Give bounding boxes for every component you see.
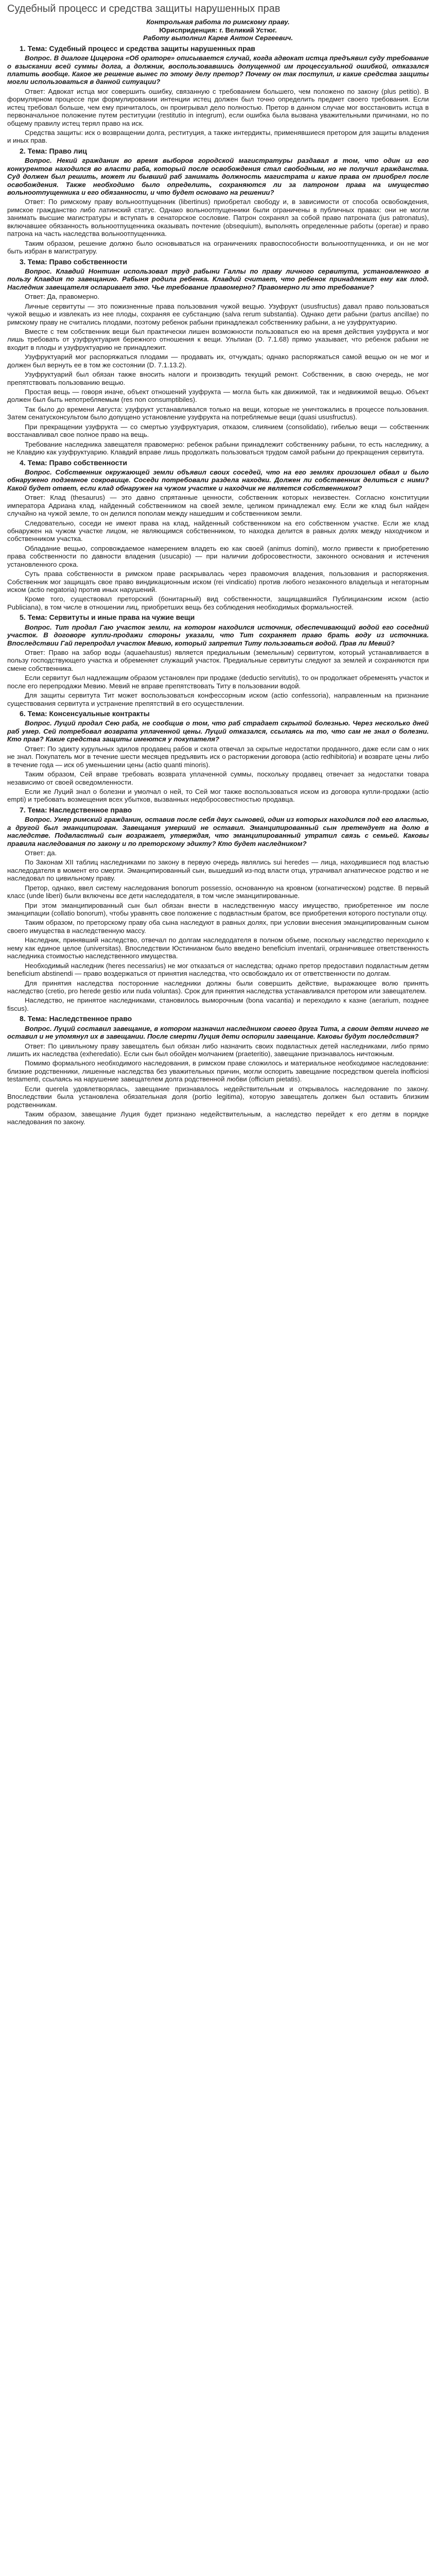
body-paragraph: Вместе с тем собственник вещи был практически лишен возможности пользоваться ею на время действия узуфрукта и мог лишь требовать от узуфруктуария бережного отношения к вещи. Ульпиан (D. 7.1.68) прямо указывает, что ребенок рабыни не входит в плоды и узуфруктуарию не принадлежит. bbox=[7, 327, 429, 351]
section bbox=[7, 1014, 429, 1126]
body-paragraph: Следовательно, соседи не имеют права на клад, найденный собственником на его собственном участке. Если же клад обнаружен на чужом участке лицом, не являющимся собственником, то находка делится в равных долях между находчиком и собственником участка. bbox=[7, 519, 429, 543]
body-paragraph: Кроме того, существовал преторский (бонитарный) вид собственности, защищавшийся Публицианским иском (actio Publiciana), в том числе в отношении лиц, приобретших вещь без соблюдения необходимых формальностей. bbox=[7, 595, 429, 611]
body-paragraph: Наследство, не принятое наследниками, становилось выморочным (bona vacantia) и переходило к казне (aerarium, позднее fiscus). bbox=[7, 996, 429, 1012]
document-page bbox=[0, 0, 436, 1138]
body-paragraph: Если сервитут был надлежащим образом установлен при продаже (deductio servitutis), то он продолжает обременять участок и после его перепродажи Мевию. Мевий не вправе препятствовать Титу в пользовании водой. bbox=[7, 674, 429, 690]
body-paragraph: Наследник, принявший наследство, отвечал по долгам наследодателя в полном объеме, поскольку наследство переходило к нему как единое целое (universitas). Впоследствии Юстинианом было введено beneficium inventarii, ограничившее ответственность наследника стоимостью наследственного имущества. bbox=[7, 936, 429, 960]
body-paragraph: Ответ: Клад (thesaurus) — это давно спрятанные ценности, собственник которых неизвестен. Согласно конституции императора Адриана клад, найденный собственником на своей земле, целиком принадлежал ему. Если же клад был найден случайно на чужой земле, то он делился пополам между нашедшим и собственником земли. bbox=[7, 494, 429, 518]
body-paragraph: Если же Луций знал о болезни и умолчал о ней, то Сей мог также воспользоваться иском из договора купли-продажи (actio empti) и требовать возмещения всех убытков, вызванных недобросовестностью продавца. bbox=[7, 787, 429, 804]
body-paragraph: Ответ: По эдикту курульных эдилов продавец рабов и скота отвечал за скрытые недостатки проданного, даже если сам о них не знал. Покупатель мог в течение шести месяцев предъявить иск о расторжении договора (actio redhibitoria) и возврате цены либо в течение года — иск об уменьшении цены (actio quanti minoris). bbox=[7, 744, 429, 769]
body-paragraph: Таким образом, решение должно было основываться на ограничениях правоспособности вольноотпущенника, и он не мог быть избран в магистратуру. bbox=[7, 239, 429, 256]
section-topic: 2. Тема: Право лиц bbox=[20, 146, 87, 155]
body-paragraph: Таким образом, по преторскому праву оба сына наследуют в равных долях, при условии внесения эманципированным сыном своего имущества в наследственную массу. bbox=[7, 919, 429, 935]
body-paragraph: Помимо формального необходимого наследования, в римском праве сложилось и материальное необходимое наследование: близкие родственники, лишенные наследства без уважительных причин, могли оспорить завещание посредством querela inofficiosi testamenti, ссылаясь на нарушение завещателем долга родственной любви (officium pietatis). bbox=[7, 1059, 429, 1083]
body-paragraph: Суть права собственности в римском праве раскрывалась через правомочия владения, пользования и распоряжения. Собственник мог защищать свое право виндикационным иском (rei vindicatio) против любого незаконного владельца и негаторным иском (actio negatoria) против иных нарушений. bbox=[7, 570, 429, 594]
section bbox=[7, 806, 429, 1012]
intro-line-2: Юрисприденция: г. Великий Устюг. bbox=[159, 26, 277, 34]
section-topic: 7. Тема: Наследственное право bbox=[20, 805, 132, 814]
body-paragraph: Для принятия наследства посторонние наследники должны были совершить действие, выражающее волю принять наследство (cretio, pro herede gestio или nuda voluntas). Срок для принятия наследства устанавливался претором или завещателем. bbox=[7, 979, 429, 995]
answer-line: Ответ: Да, правомерно. bbox=[25, 293, 100, 301]
body-paragraph: По Законам XII таблиц наследниками по закону в первую очередь являлись sui heredes — лица, находившиеся под властью наследодателя в момент его смерти. Эманципированный сын, вышедший из-под власти отца, утрачивал агнатическое родство и не наследовал по цивильному праву. bbox=[7, 858, 429, 883]
question-paragraph: Вопрос. Тит продал Гаю участок земли, на котором находился источник, обеспечивающий водой его соседний участок. В договоре купли-продажи стороны указали, что Тит сохраняет право брать воду из источника. Впоследствии Гай перепродал участок Мевию, который запретил Титу пользоваться водой. Прав ли Мевий? bbox=[7, 623, 429, 647]
intro-line-1: Контрольная работа по римскому праву. bbox=[146, 18, 290, 26]
body-paragraph: Обладание вещью, сопровождаемое намерением владеть ею как своей (animus domini), могло привести к приобретению права собственности по давности владения (usucapio) — при наличии добросовестности, законного основания и истечения установленного срока. bbox=[7, 544, 429, 568]
body-paragraph: Так было до времени Августа: узуфрукт устанавливался только на вещи, которые не уничтожались в процессе пользования. Затем сенатусконсультом было допущено установление узуфрукта на потребляемые вещи (quasi ususfructus). bbox=[7, 405, 429, 421]
section-topic: 3. Тема: Право собственности bbox=[20, 257, 127, 266]
body-paragraph: Для защиты сервитута Тит может воспользоваться конфессорным иском (actio confessoria), направленным на признание существования сервитута и устранение препятствий в его осуществлении. bbox=[7, 691, 429, 707]
document-body bbox=[7, 44, 429, 1126]
body-paragraph: Требование наследника завещателя правомерно: ребенок рабыни принадлежит собственнику рабыни, то есть наследнику, а не Клавдию как узуфруктуарию. Клавдий вправе лишь продолжать пользоваться трудом самой рабыни до прекращения сервитута. bbox=[7, 440, 429, 456]
section bbox=[7, 709, 429, 804]
body-paragraph: Ответ: По римскому праву вольноотпущенник (libertinus) приобретал свободу и, в зависимости от способа освобождения, римское гражданство либо латинский статус. Однако вольноотпущенники были ограничены в публичных правах: они не могли занимать высшие магистратуры и вступать в сенаторское сословие. Патрон сохранял за собой право патроната (jus patronatus), включавшее обязанность вольноотпущенника оказывать почтение (obsequium), выполнять определенные работы (operae) и право патрона на часть наследства вольноотпущенника. bbox=[7, 198, 429, 238]
document-title: Судебный процесс и средства защиты нарушенных прав bbox=[7, 3, 281, 14]
body-paragraph: Простая вещь — говоря иначе, объект отношений узуфрукта — могла быть как движимой, так и недвижимой вещью. Объект должен был быть непотребляемым (res non consumptibiles). bbox=[7, 388, 429, 404]
body-paragraph: Узуфруктуарий мог распоряжаться плодами — продавать их, отчуждать; однако распоряжаться самой вещью он не мог и должен был вернуть ее в том же состоянии (D. 7.1.13.2). bbox=[7, 353, 429, 369]
body-paragraph: Если querela удовлетворялась, завещание признавалось недействительным и открывалось наследование по закону. Впоследствии была установлена обязательная доля (portio legitima), которую завещатель должен был оставить близким родственникам. bbox=[7, 1084, 429, 1109]
section bbox=[7, 613, 429, 707]
body-paragraph: При прекращении узуфрукта — со смертью узуфруктуария, отказом, слиянием (consolidatio), гибелью вещи — собственник восстанавливал свое полное право на вещь. bbox=[7, 422, 429, 439]
section-topic: 1. Тема: Судебный процесс и средства защиты нарушенных прав bbox=[20, 44, 255, 53]
section bbox=[7, 147, 429, 256]
question-paragraph: Вопрос. В диалоге Цицерона «Об ораторе» описывается случай, когда адвокат истца предъявил суду требование о взыскании всей суммы долга, а должник, воспользовавшись допущенной им процессуальной ошибкой, отказался платить вообще. Какое же решение вынес по этому делу претор? Почему он так поступил, и какие средства защиты могли использоваться в данной ситуации? bbox=[7, 54, 429, 86]
body-paragraph: Узуфруктуарий был обязан также вносить налоги и производить текущий ремонт. Собственник, в свою очередь, не мог препятствовать пользованию вещью. bbox=[7, 370, 429, 386]
section bbox=[7, 459, 429, 612]
body-paragraph: Ответ: По цивильному праву завещатель был обязан либо назначить своих подвластных детей наследниками, либо прямо лишить их наследства (exheredatio). Если сын был обойден молчанием (praeteritio), завещание признавалось ничтожным. bbox=[7, 1042, 429, 1058]
body-paragraph: Личные сервитуты — это пожизненные права пользования чужой вещью. Узуфрукт (ususfructus) давал право пользоваться чужой вещью и извлекать из нее плоды, сохраняя ее субстанцию (salva rerum substantia). Однако дети рабыни (partus ancillae) по римскому праву не считались плодами, поэтому ребенок рабыни принадлежал собственнику рабыни, а не узуфруктуарию. bbox=[7, 302, 429, 326]
section-topic: 4. Тема: Право собственности bbox=[20, 458, 127, 467]
section-topic: 5. Тема: Сервитуты и иные права на чужие вещи bbox=[20, 613, 195, 622]
section-topic: 6. Тема: Консенсуальные контракты bbox=[20, 709, 150, 718]
body-paragraph: Средства защиты: иск о возвращении долга, реституция, а также интердикты, применявшиеся претором для защиты владения и иных прав. bbox=[7, 129, 429, 145]
question-paragraph: Вопрос. Клавдий Нонтиан использовал труд рабыни Галлы по праву личного сервитута, установленного в пользу Клавдия по завещанию. Рабыня родила ребенка. Клавдий считает, что ребенок принадлежит ему как плод. Наследник завещателя оспаривает это. Чье требование правомерно? Правомерно ли это требование? bbox=[7, 267, 429, 291]
question-paragraph: Вопрос. Умер римский гражданин, оставив после себя двух сыновей, один из которых находился под его властью, а другой был эманципирован. Завещания умерший не оставил. Эманципированный сын претендует на долю в наследстве. Подвластный сын возражает, утверждая, что эманципированный утратил связь с семьей. Каковы правила наследования по закону и по преторскому эдикту? Кто будет наследником? bbox=[7, 816, 429, 848]
question-paragraph: Вопрос. Луций составил завещание, в котором назначил наследником своего друга Тита, а своим детям ничего не оставил и не упомянул их в завещании. После смерти Луция дети оспорили завещание. Каковы будут последствия? bbox=[7, 1024, 429, 1041]
answer-line: Ответ: да. bbox=[25, 849, 57, 857]
question-paragraph: Вопрос. Некий гражданин во время выборов городской магистратуры раздавал в том, что один из его конкурентов находился во власти раба, который после освобождения стал свободным, но не получил гражданства. Суд должен был решить, может ли бывший раб занимать должность магистрата и какие права он приобрел после освобождения. Также необходимо было определить, сохраняются ли за патроном права на имущество вольноотпущенника и его обязанности, и что будет основано на решении? bbox=[7, 157, 429, 197]
body-paragraph: Претор, однако, ввел систему наследования bonorum possessio, основанную на кровном (когнатическом) родстве. В первый класс (unde liberi) были включены все дети наследодателя, в том числе эманципированные. bbox=[7, 884, 429, 900]
body-paragraph: Ответ: Право на забор воды (aquaehaustus) является предиальным (земельным) сервитутом, который устанавливается в пользу господствующего участка и обременяет служащий участок. Предиальные сервитуты следуют за землей и сохраняются при смене собственника. bbox=[7, 649, 429, 672]
section-topic: 8. Тема: Наследственное право bbox=[20, 1014, 132, 1023]
question-paragraph: Вопрос. Собственник окружающей земли объявил своих соседей, что на его землях произошел обвал и было обнаружено подземное сокровище. Соседи потребовали раздела находки. Должен ли собственник делиться с ними? Какой будет ответ, если клад обнаружен на чужом участке и находчик не является собственником? bbox=[7, 468, 429, 492]
intro-line-3: Работу выполнил Карев Антон Сергеевич. bbox=[143, 34, 293, 42]
section bbox=[7, 258, 429, 456]
section bbox=[7, 44, 429, 145]
question-paragraph: Вопрос. Луций продал Сею раба, не сообщив о том, что раб страдает скрытой болезнью. Через несколько дней раб умер. Сей потребовал возврата уплаченной цены. Луций отказался, ссылаясь на то, что сам не знал о болезни. Кто прав? Какие средства защиты имеются у покупателя? bbox=[7, 719, 429, 743]
body-paragraph: Таким образом, Сей вправе требовать возврата уплаченной суммы, поскольку продавец отвечает за недостатки товара независимо от своей осведомленности. bbox=[7, 770, 429, 786]
body-paragraph: При этом эманципированный сын был обязан внести в наследственную массу имущество, приобретенное им после эманципации (collatio bonorum), чтобы уравнять свое положение с подвластным братом, все приобретения которого поступали отцу. bbox=[7, 901, 429, 918]
body-paragraph: Необходимый наследник (heres necessarius) не мог отказаться от наследства; однако претор предоставил подвластным детям beneficium abstinendi — право воздержаться от принятия наследства, что освобождало их от ответственности по долгам. bbox=[7, 961, 429, 978]
body-paragraph: Ответ: Адвокат истца мог совершить ошибку, связанную с требованием большего, чем положено по закону (plus petitio). В формулярном процессе при формулировании интенции истец должен был точно определить предмет своего требования. Если истец требовал больше, чем ему причиталось, он проигрывал дело полностью. Претор в данном случае мог восстановить истца в первоначальное положение путем реституции (restitutio in integrum), если ошибка была вызвана уважительными причинами, но по общему правилу истец терял право на иск. bbox=[7, 87, 429, 127]
body-paragraph: Таким образом, завещание Луция будет признано недействительным, а наследство перейдет к его детям в порядке наследования по закону. bbox=[7, 1110, 429, 1126]
